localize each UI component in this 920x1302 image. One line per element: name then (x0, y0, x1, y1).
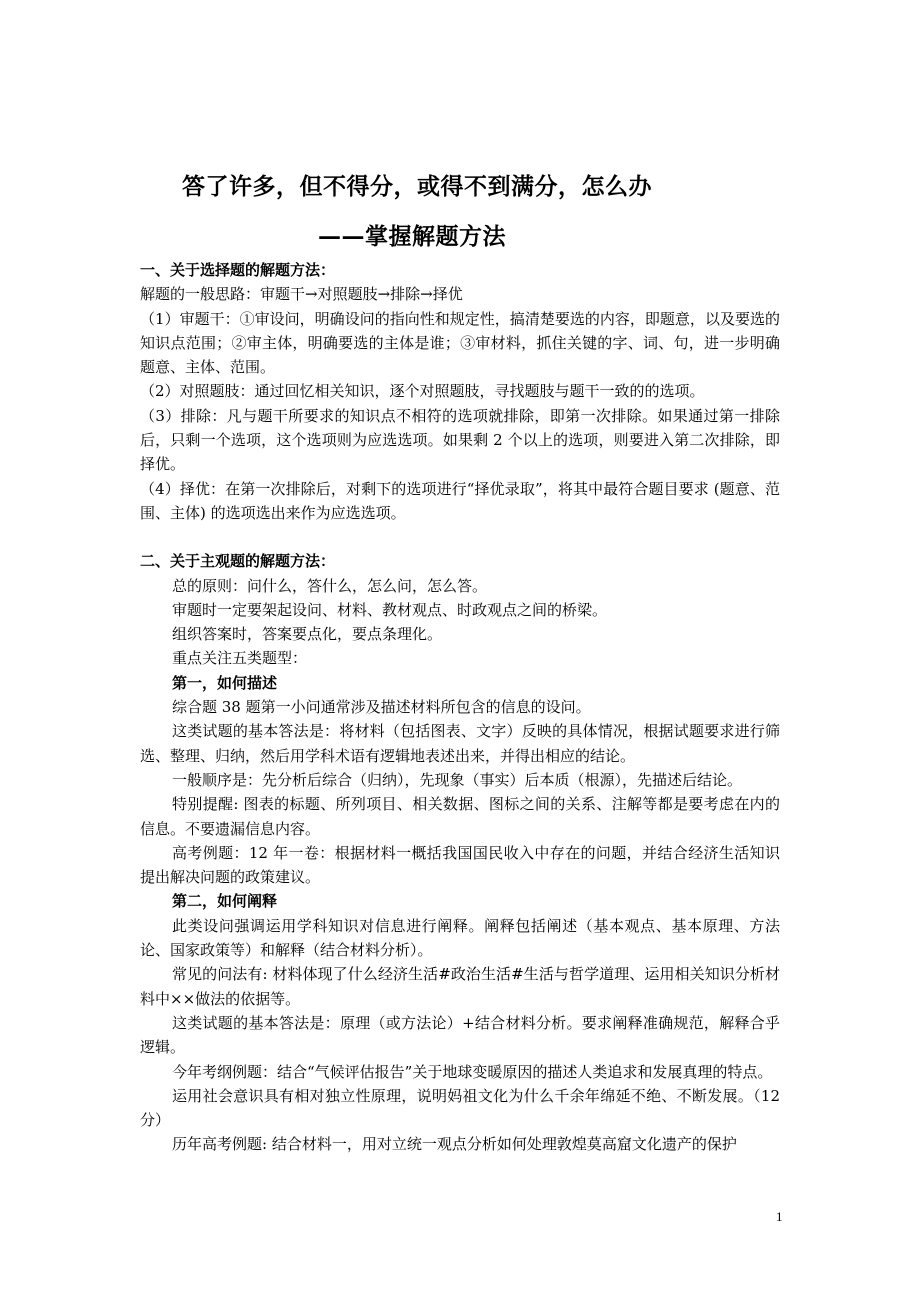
section2-intro-paragraph: 总的原则：问什么，答什么，怎么问，怎么答。 (172, 576, 488, 595)
part2-paragraph: 这类试题的基本答法是：原理（或方法论）+结合材料分析。要求阐释准确规范，解释合乎逻辑。 (140, 1013, 780, 1057)
part1-paragraph: 这类试题的基本答法是：将材料（包括图表、文字）反映的具体情况，根据试题要求进行筛选、整理、归纳，然后用学科术语有逻辑地表述出来，并得出相应的结论。 (140, 722, 780, 765)
page-number: 1 (776, 1209, 783, 1224)
page-title: 答了许多，但不得分，或得不到满分，怎么办 (182, 173, 652, 200)
part2-paragraph: 此类设问强调运用学科知识对信息进行阐释。阐释包括阐述（基本观点、基本原理、方法论、国家政策等）和解释（结合材料分析）。 (140, 916, 780, 960)
section2-intro-paragraph: 审题时一定要架起设问、材料、教材观点、时政观点之间的桥梁。 (172, 600, 608, 619)
section1-paragraph: （3）排除：凡与题干所要求的知识点不相符的选项就排除，即第一次排除。如果通过第一排除后，只剩一个选项，这个选项则为应选选项。如果剩 2 个以上的选项，则要进入第二次排除，即择优。 (140, 406, 780, 474)
section1-paragraph: （2）对照题肢：通过回忆相关知识，逐个对照题肢，寻找题肢与题干一致的的选项。 (140, 382, 705, 401)
section-spacer (140, 525, 780, 549)
section2-intro-paragraph: 组织答案时，答案要点化，要点条理化。 (172, 625, 443, 644)
section1-paragraph: （1）审题干：①审设问，明确设问的指向性和规定性，搞清楚要选的内容，即题意，以及要选的知识点范围；②审主体，明确要选的主体是谁；③审材料，抓住关键的字、词、句，进一步明确题意、主体、范围。 (140, 309, 780, 377)
section2-intro-paragraph: 重点关注五类题型： (172, 649, 308, 668)
part1-heading: 第一，如何描述 (172, 673, 278, 692)
part1-paragraph: 特别提醒: 图表的标题、所列项目、相关数据、图标之间的关系、注解等都是要考虑在内的信息。不要遗漏信息内容。 (140, 795, 780, 838)
part2-paragraph: 历年高考例题: 结合材料一，用对立统一观点分析如何处理敦煌莫高窟文化遗产的保护 (172, 1135, 737, 1154)
part1-paragraph: 高考例题：12 年一卷：根据材料一概括我国国民收入中存在的问题，并结合经济生活知识提出解决问题的政策建议。 (140, 843, 780, 887)
part1-paragraph: 一般顺序是：先分析后综合（归纳），先现象（事实）后本质（根源），先描述后结论。 (172, 770, 743, 789)
part1-paragraph: 综合题 38 题第一小问通常涉及描述材料所包含的信息的设问。 (172, 698, 591, 717)
document-body (140, 258, 780, 1157)
part2-paragraph: 运用社会意识具有相对独立性原理，说明妈祖文化为什么千余年绵延不绝、不断发展。（12 分） (140, 1086, 780, 1130)
section1-paragraph: 解题的一般思路：审题干→对照题肢→排除→择优 (140, 285, 463, 304)
section1-heading: 一、关于选择题的解题方法： (140, 261, 336, 279)
part2-paragraph: 常见的问法有: 材料体现了什么经济生活#政治生活#生活与哲学道理、运用相关知识分析材料中××做法的依据等。 (140, 965, 780, 1008)
section2-heading: 二、关于主观题的解题方法： (140, 552, 336, 571)
section1-paragraph: （4）择优：在第一次排除后，对剩下的选项进行“择优录取”，将其中最符合题目要求 (题意、范围、主体) 的选项选出来作为应选选项。 (140, 479, 780, 522)
page-subtitle: ——掌握解题方法 (318, 223, 506, 250)
part2-paragraph: 今年考纲例题：结合“气候评估报告”关于地球变暖原因的描述人类追求和发展真理的特点。 (172, 1062, 773, 1081)
part2-heading: 第二，如何阐释 (172, 892, 278, 911)
